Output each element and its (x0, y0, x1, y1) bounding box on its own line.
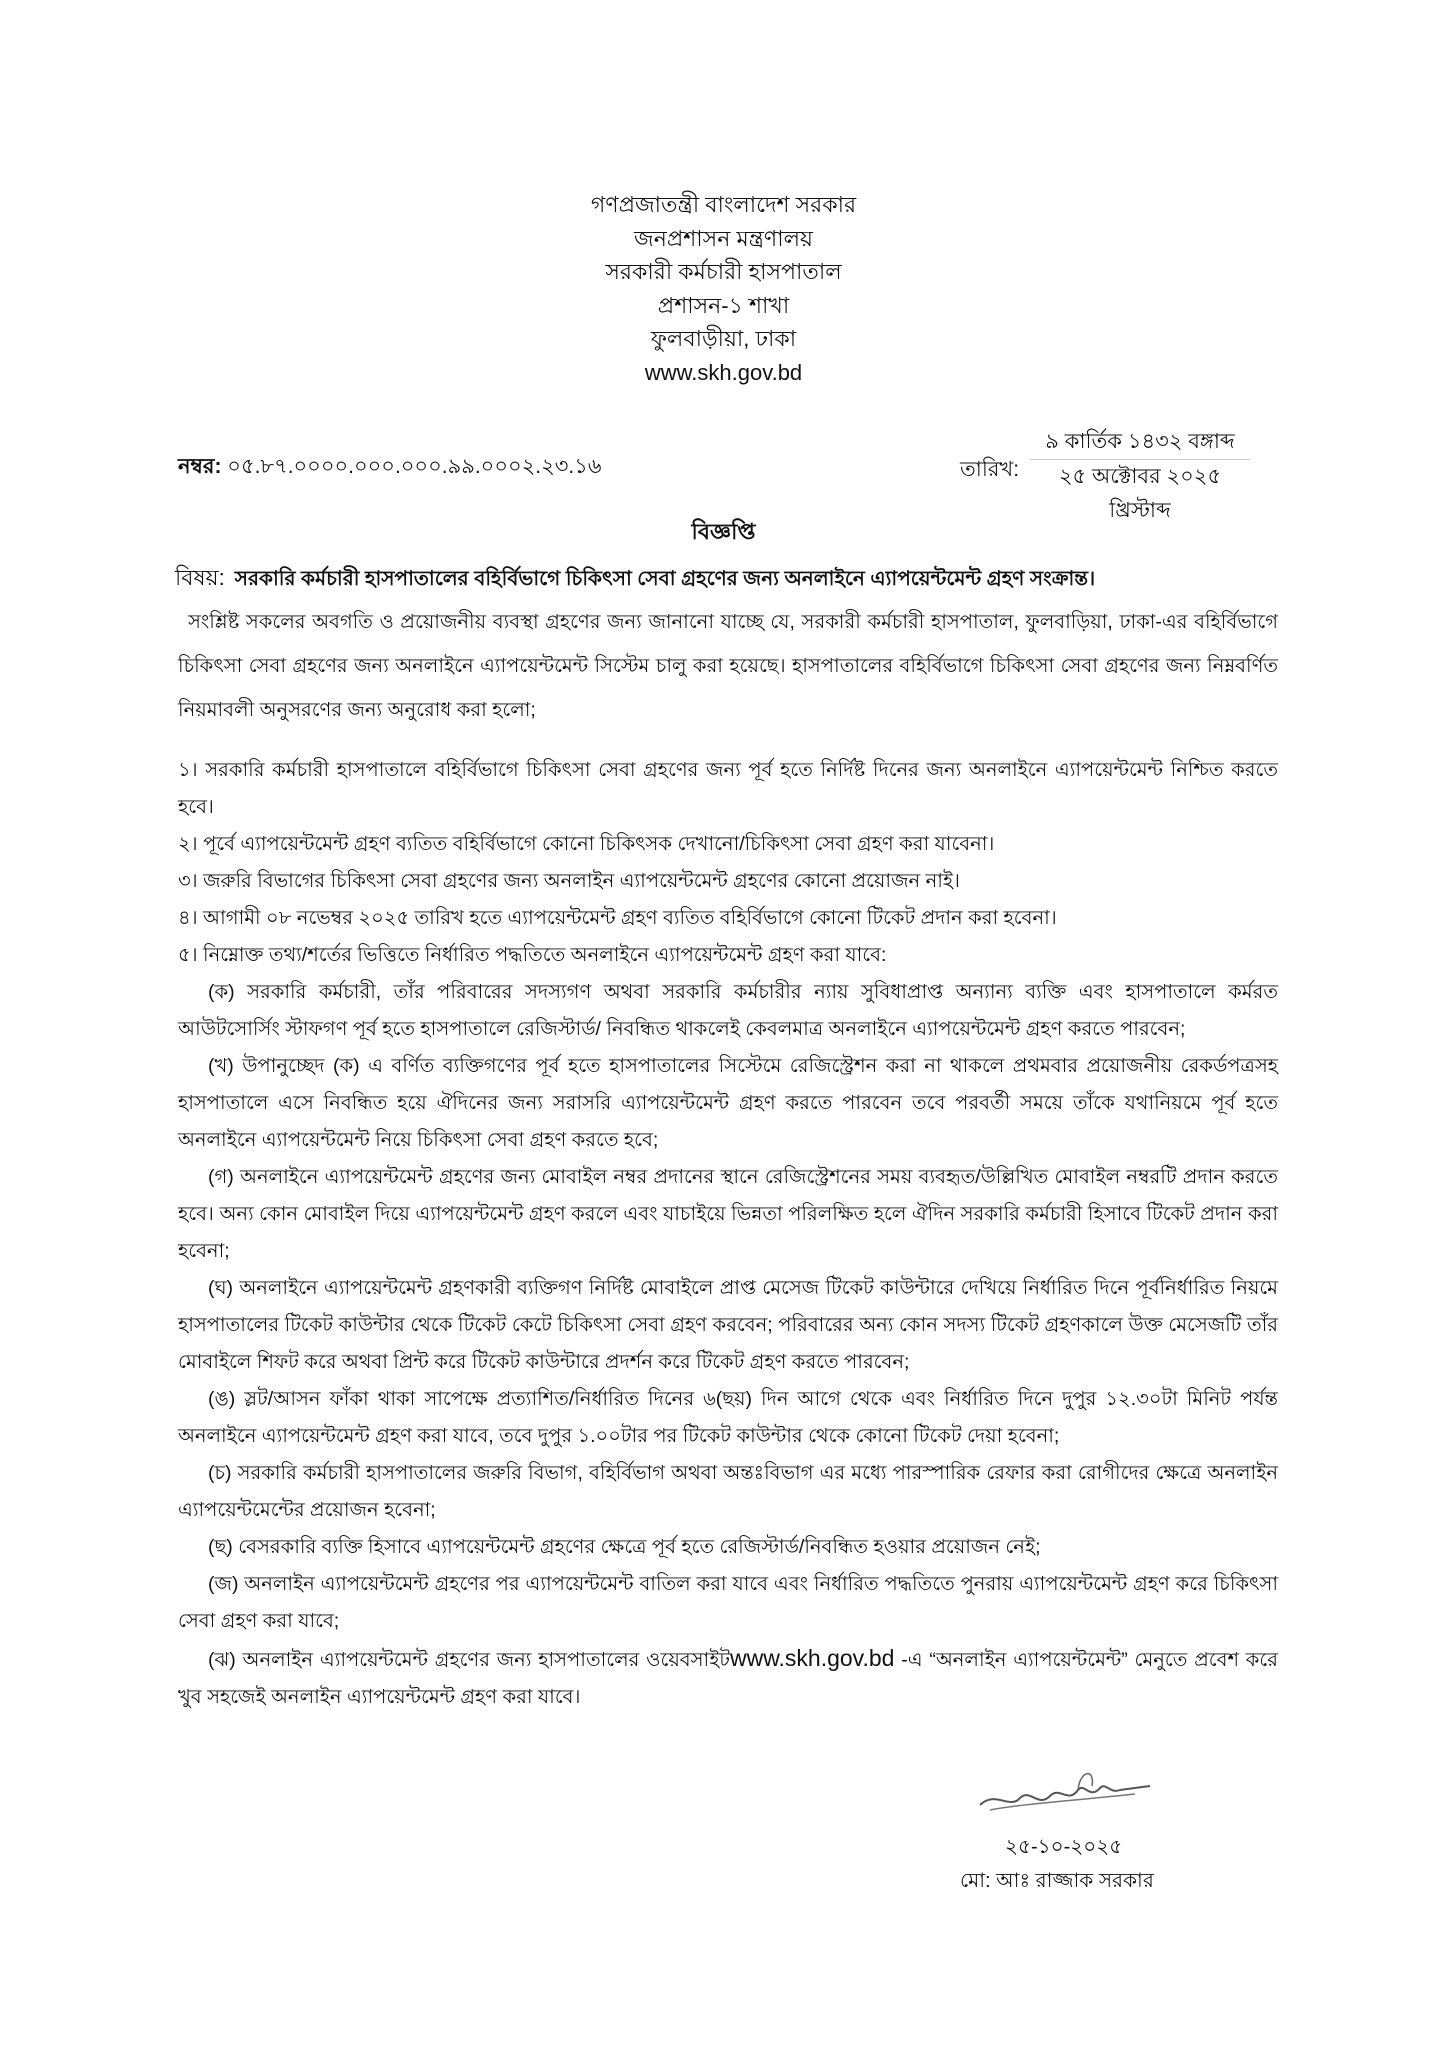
address: ফুলবাড়ীয়া, ঢাকা (650, 326, 797, 351)
date-english: ২৫ অক্টোবর ২০২৫ খ্রিস্টাব্দ (1058, 465, 1222, 522)
sub-item-text: -এ “অনলাইন এ্যাপয়েন্টমেন্ট” মেনুতে প্রবেশ করে খুব সহজেই অনলাইন এ্যাপয়েন্টমেন্ট গ্রহণ করা যাবে। (178, 1649, 1278, 1708)
sub-item: (খ) উপানুচ্ছেদ (ক) এ বর্ণিত ব্যক্তিগণের পূর্ব হতে হাসপাতালের সিস্টেমে রেজিস্ট্রেশন করা না থাকলে প্রথমবার প্রয়োজনীয় রেকর্ডপত্রসহ হাসপাতালে এসে নিবন্ধিত হয়ে ঐদিনের জন্য সরাসরি এ্যাপয়েন্টমেন্ট গ্রহণ করতে পারবেন তবে পরবর্তী সময়ে তাঁকে যথানিয়মে পূর্ব হতে অনলাইনে এ্যাপয়েন্টমেন্ট নিয়ে চিকিৎসা সেবা গ্রহণ করতে হবে; (178, 1055, 1278, 1151)
sub-item: (ছ) বেসরকারি ব্যক্তি হিসাবে এ্যাপয়েন্টমেন্ট গ্রহণের ক্ষেত্রে পূর্ব হতে রেজিস্টার্ড/নিবন্ধিত হওয়ার প্রয়োজন নেই; (208, 1536, 1041, 1558)
sub-item: (ঙ) স্লট/আসন ফাঁকা থাকা সাপেক্ষে প্রত্যাশিত/নির্ধারিত দিনের ৬(ছয়) দিন আগে থেকে এবং নির্ধারিত দিনে দুপুর ১২.৩০টা মিনিট পর্যন্ত অনলাইনে এ্যাপয়েন্টমেন্ট গ্রহণ করা যাবে, তবে দুপুর ১.০০টার পর টিকেট কাউন্টার থেকে কোনো টিকেট দেয়া হবেনা; (178, 1388, 1278, 1447)
memo-number-label: নম্বর: (178, 455, 222, 478)
signatory-name: মো: আঃ রাজ্জাক সরকার (960, 1870, 1154, 1892)
intro-paragraph: সংশ্লিষ্ট সকলের অবগতি ও প্রয়োজনীয় ব্যবস্থা গ্রহণের জন্য জানানো যাচ্ছে যে, সরকারী কর্মচারী হাসপাতাল, ফুলবাড়িয়া, ঢাকা-এর বহির্বিভাগে চিকিৎসা সেবা গ্রহণের জন্য অনলাইনে এ্যাপয়েন্টমেন্ট সিস্টেম চালু করা হয়েছে। হাসপাতালের বহির্বিভাগে চিকিৎসা সেবা গ্রহণের জন্য নিম্নবর্ণিত নিয়মাবলী অনুসরণের জন্য অনুরোধ করা হলো; (178, 611, 1278, 721)
sub-item-text: (ঝ) অনলাইন এ্যাপয়েন্টমেন্ট গ্রহণের জন্য হাসপাতালের ওয়েবসাইট (208, 1649, 730, 1671)
signature-image (960, 1760, 1160, 1835)
hospital-name: সরকারী কর্মচারী হাসপাতাল (605, 259, 842, 284)
branch-name: প্রশাসন-১ শাখা (657, 292, 790, 318)
ministry-name: জনপ্রশাসন মন্ত্রণালয় (634, 225, 813, 251)
list-item: ২। পূর্বে এ্যাপয়েন্টমেন্ট গ্রহণ ব্যতিত বহির্বিভাগে কোনো চিকিৎসক দেখানো/চিকিৎসা সেবা গ্রহণ করা যাবেনা। (178, 833, 995, 855)
memo-number (178, 450, 602, 485)
website-link[interactable]: www.skh.gov.bd (729, 1645, 895, 1671)
memo-number-value: ০৫.৮৭.০০০০.০০০.০০০.৯৯.০০০২.২৩.১৬ (227, 455, 602, 478)
sub-item: (গ) অনলাইনে এ্যাপয়েন্টমেন্ট গ্রহণের জন্য মোবাইল নম্বর প্রদানের স্থানে রেজিস্ট্রেশনের সময় ব্যবহৃত/উল্লিখিত মোবাইল নম্বরটি প্রদান করতে হবে। অন্য কোন মোবাইল দিয়ে এ্যাপয়েন্টমেন্ট গ্রহণ করলে এবং যাচাইয়ে ভিন্নতা পরিলক্ষিত হলে ঐদিন সরকারি কর্মচারী হিসাবে টিকেট প্রদান করা হবেনা; (178, 1166, 1278, 1262)
date-label: তারিখ: (960, 458, 1020, 481)
sub-item-last (178, 1640, 1278, 1716)
list-item: ১। সরকারি কর্মচারী হাসপাতালে বহির্বিভাগে চিকিৎসা সেবা গ্রহণের জন্য পূর্ব হতে নির্দিষ্ট দিনের জন্য অনলাইনে এ্যাপয়েন্টমেন্ট নিশ্চিত করতে হবে। (178, 759, 1278, 818)
sub-item: (জ) অনলাইন এ্যাপয়েন্টমেন্ট গ্রহণের পর এ্যাপয়েন্টমেন্ট বাতিল করা যাবে এবং নির্ধারিত পদ্ধতিতে পুনরায় এ্যাপয়েন্টমেন্ট গ্রহণ করে চিকিৎসা সেবা গ্রহণ করা যাবে; (178, 1573, 1278, 1632)
date-bangla: ৯ কার্তিক ১৪৩২ বঙ্গাব্দ (1030, 425, 1250, 460)
subject-label: বিষয়: (175, 565, 225, 590)
list-item: ৪। আগামী ০৮ নভেম্বর ২০২৫ তারিখ হতে এ্যাপয়েন্টমেন্ট গ্রহণ ব্যতিত বহির্বিভাগে কোনো টিকেট প্রদান করা হবেনা। (178, 907, 1057, 929)
sub-item: (চ) সরকারি কর্মচারী হাসপাতালের জরুরি বিভাগ, বহির্বিভাগ অথবা অন্তঃবিভাগ এর মধ্যে পারস্পারিক রেফার করা রোগীদের ক্ষেত্রে অনলাইন এ্যাপয়েন্টমেন্টের প্রয়োজন হবেনা; (178, 1462, 1278, 1521)
list-item: ৫। নিম্নোক্ত তথ্য/শর্তের ভিত্তিতে নির্ধারিত পদ্ধতিতে অনলাইনে এ্যাপয়েন্টমেন্ট গ্রহণ করা যাবে: (178, 944, 887, 966)
signature-date: ২৫-১০-২০২৫ (1005, 1836, 1123, 1858)
notice-title: বিজ্ঞপ্তি (691, 519, 756, 544)
sub-item: (ক) সরকারি কর্মচারী, তাঁর পরিবারের সদস্যগণ অথবা সরকারি কর্মচারীর ন্যায় সুবিধাপ্রাপ্ত অন্যান্য ব্যক্তি এবং হাসপাতালে কর্মরত আউটসোর্সিং স্টাফগণ পূর্ব হতে হাসপাতালে রেজিস্টার্ড/ নিবন্ধিত থাকলেই কেবলমাত্র অনলাইনে এ্যাপয়েন্টমেন্ট গ্রহণ করতে পারবেন; (178, 981, 1278, 1040)
list-item: ৩। জরুরি বিভাগের চিকিৎসা সেবা গ্রহণের জন্য অনলাইন এ্যাপয়েন্টমেন্ট গ্রহণের কোনো প্রয়োজন নাই। (178, 870, 960, 892)
website: www.skh.gov.bd (644, 359, 803, 385)
sub-item: (ঘ) অনলাইনে এ্যাপয়েন্টমেন্ট গ্রহণকারী ব্যক্তিগণ নির্দিষ্ট মোবাইলে প্রাপ্ত মেসেজ টিকেট কাউন্টারে দেখিয়ে নির্ধারিত দিনে পূর্বনির্ধারিত নিয়মে হাসপাতালের টিকেট কাউন্টার থেকে টিকেট কেটে চিকিৎসা সেবা গ্রহণ করবেন; পরিবারের অন্য কোন সদস্য টিকেট গ্রহণকালে উক্ত মেসেজটি তাঁর মোবাইলে শিফট করে অথবা প্রিন্ট করে টিকেট কাউন্টারে প্রদর্শন করে টিকেট গ্রহণ করতে পারবেন; (178, 1277, 1278, 1373)
government-name: গণপ্রজাতন্ত্রী বাংলাদেশ সরকার (590, 192, 857, 217)
subject-text: সরকারি কর্মচারী হাসপাতালের বহির্বিভাগে চিকিৎসা সেবা গ্রহণের জন্য অনলাইনে এ্যাপয়েন্টমেন্ট গ্রহণ সংক্রান্ত। (234, 568, 1096, 590)
letterhead (0, 188, 1447, 389)
subject-line (175, 561, 1285, 598)
rules-list (178, 752, 1278, 1716)
